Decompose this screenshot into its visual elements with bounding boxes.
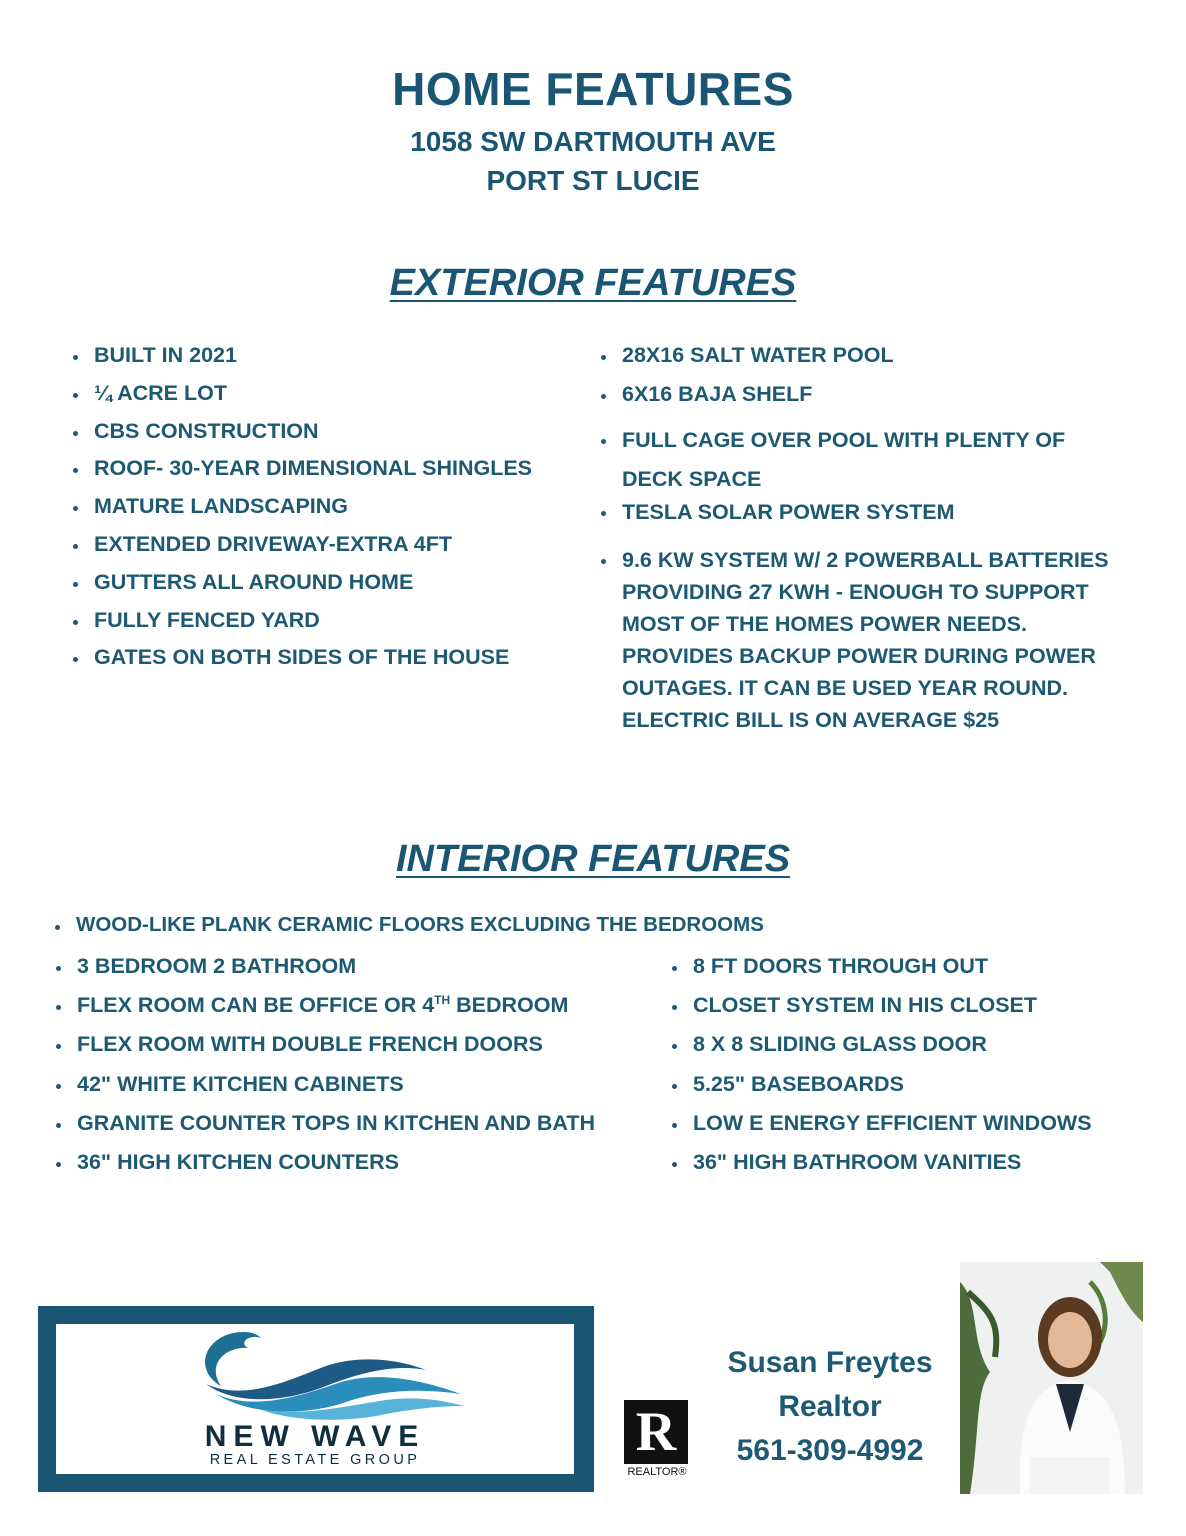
list-item: 6X16 BAJA SHELF xyxy=(601,382,1127,421)
page-title: HOME FEATURES xyxy=(392,63,794,115)
realtor-logo xyxy=(624,1400,690,1482)
logo-panel xyxy=(56,1324,574,1474)
agent-title: Realtor xyxy=(778,1390,882,1423)
list-item: 8 X 8 SLIDING GLASS DOOR xyxy=(672,1032,1092,1071)
list-item: EXTENDED DRIVEWAY-EXTRA 4FT xyxy=(73,532,532,570)
exterior-left-list xyxy=(73,343,532,683)
list-item: 8 FT DOORS THROUGH OUT xyxy=(672,954,1092,993)
agent-photo xyxy=(960,1262,1143,1494)
brokerage-logo xyxy=(38,1306,594,1492)
list-item-text: FLEX ROOM CAN BE OFFICE OR 4 xyxy=(77,993,435,1018)
realtor-label: REALTOR® xyxy=(627,1466,687,1478)
list-item: BUILT IN 2021 xyxy=(73,343,532,381)
list-item: 5.25" BASEBOARDS xyxy=(672,1072,1092,1111)
list-item: GRANITE COUNTER TOPS IN KITCHEN AND BATH xyxy=(56,1111,595,1150)
interior-left-list xyxy=(56,954,595,1189)
interior-right-list xyxy=(672,954,1092,1189)
list-item: LOW E ENERGY EFFICIENT WINDOWS xyxy=(672,1111,1092,1150)
list-item: GATES ON BOTH SIDES OF THE HOUSE xyxy=(73,645,532,683)
realtor-block-icon xyxy=(624,1400,688,1464)
agent-portrait-icon xyxy=(960,1262,1143,1494)
list-item: CBS CONSTRUCTION xyxy=(73,419,532,457)
agent-name: Susan Freytes xyxy=(727,1346,933,1379)
brand-subtitle: REAL ESTATE GROUP xyxy=(209,1452,421,1468)
list-item: TESLA SOLAR POWER SYSTEM xyxy=(601,499,1127,544)
exterior-right-list xyxy=(601,343,1127,736)
wave-icon xyxy=(56,1324,574,1424)
address-line-2: PORT ST LUCIE xyxy=(486,165,700,196)
list-item: ROOF- 30-YEAR DIMENSIONAL SHINGLES xyxy=(73,456,532,494)
list-item: 42" WHITE KITCHEN CABINETS xyxy=(56,1072,595,1111)
list-item: 3 BEDROOM 2 BATHROOM xyxy=(56,954,595,993)
list-item: CLOSET SYSTEM IN HIS CLOSET xyxy=(672,993,1092,1032)
list-item: FULL CAGE OVER POOL WITH PLENTY OF DECK SPACE xyxy=(601,421,1122,499)
list-item: 36" HIGH KITCHEN COUNTERS xyxy=(56,1150,595,1189)
list-item: 28X16 SALT WATER POOL xyxy=(601,343,1127,382)
list-item: WOOD-LIKE PLANK CERAMIC FLOORS EXCLUDING THE BEDROOMS xyxy=(55,913,764,938)
ordinal-suffix: TH xyxy=(434,993,451,1008)
list-item: GUTTERS ALL AROUND HOME xyxy=(73,570,532,608)
list-item: 36" HIGH BATHROOM VANITIES xyxy=(672,1150,1092,1189)
interior-full-list xyxy=(55,913,764,938)
list-item: MATURE LANDSCAPING xyxy=(73,494,532,532)
list-item: FLEX ROOM WITH DOUBLE FRENCH DOORS xyxy=(56,1032,595,1071)
interior-heading: INTERIOR FEATURES xyxy=(395,838,791,880)
list-item: ¼ ACRE LOT xyxy=(73,381,532,419)
list-item xyxy=(56,993,595,1032)
list-item-tail: BEDROOM xyxy=(450,993,569,1018)
agent-phone: 561-309-4992 xyxy=(736,1434,924,1467)
realtor-letter: R xyxy=(635,1401,677,1463)
exterior-heading: EXTERIOR FEATURES xyxy=(389,262,797,304)
address-line-1: 1058 SW DARTMOUTH AVE xyxy=(410,126,776,157)
brand-name: NEW WAVE xyxy=(204,1420,426,1453)
list-item: 9.6 KW SYSTEM W/ 2 POWERBALL BATTERIES PROVIDING 27 KWH - ENOUGH TO SUPPORT MOST OF THE HOMES POWER NEEDS. PROVIDES BACKUP POWER DURING POWER OUTAGES. IT CAN BE USED YEAR ROUND. ELECTRIC BILL IS ON AVERAGE $25 xyxy=(601,544,1127,736)
list-item: FULLY FENCED YARD xyxy=(73,608,532,646)
